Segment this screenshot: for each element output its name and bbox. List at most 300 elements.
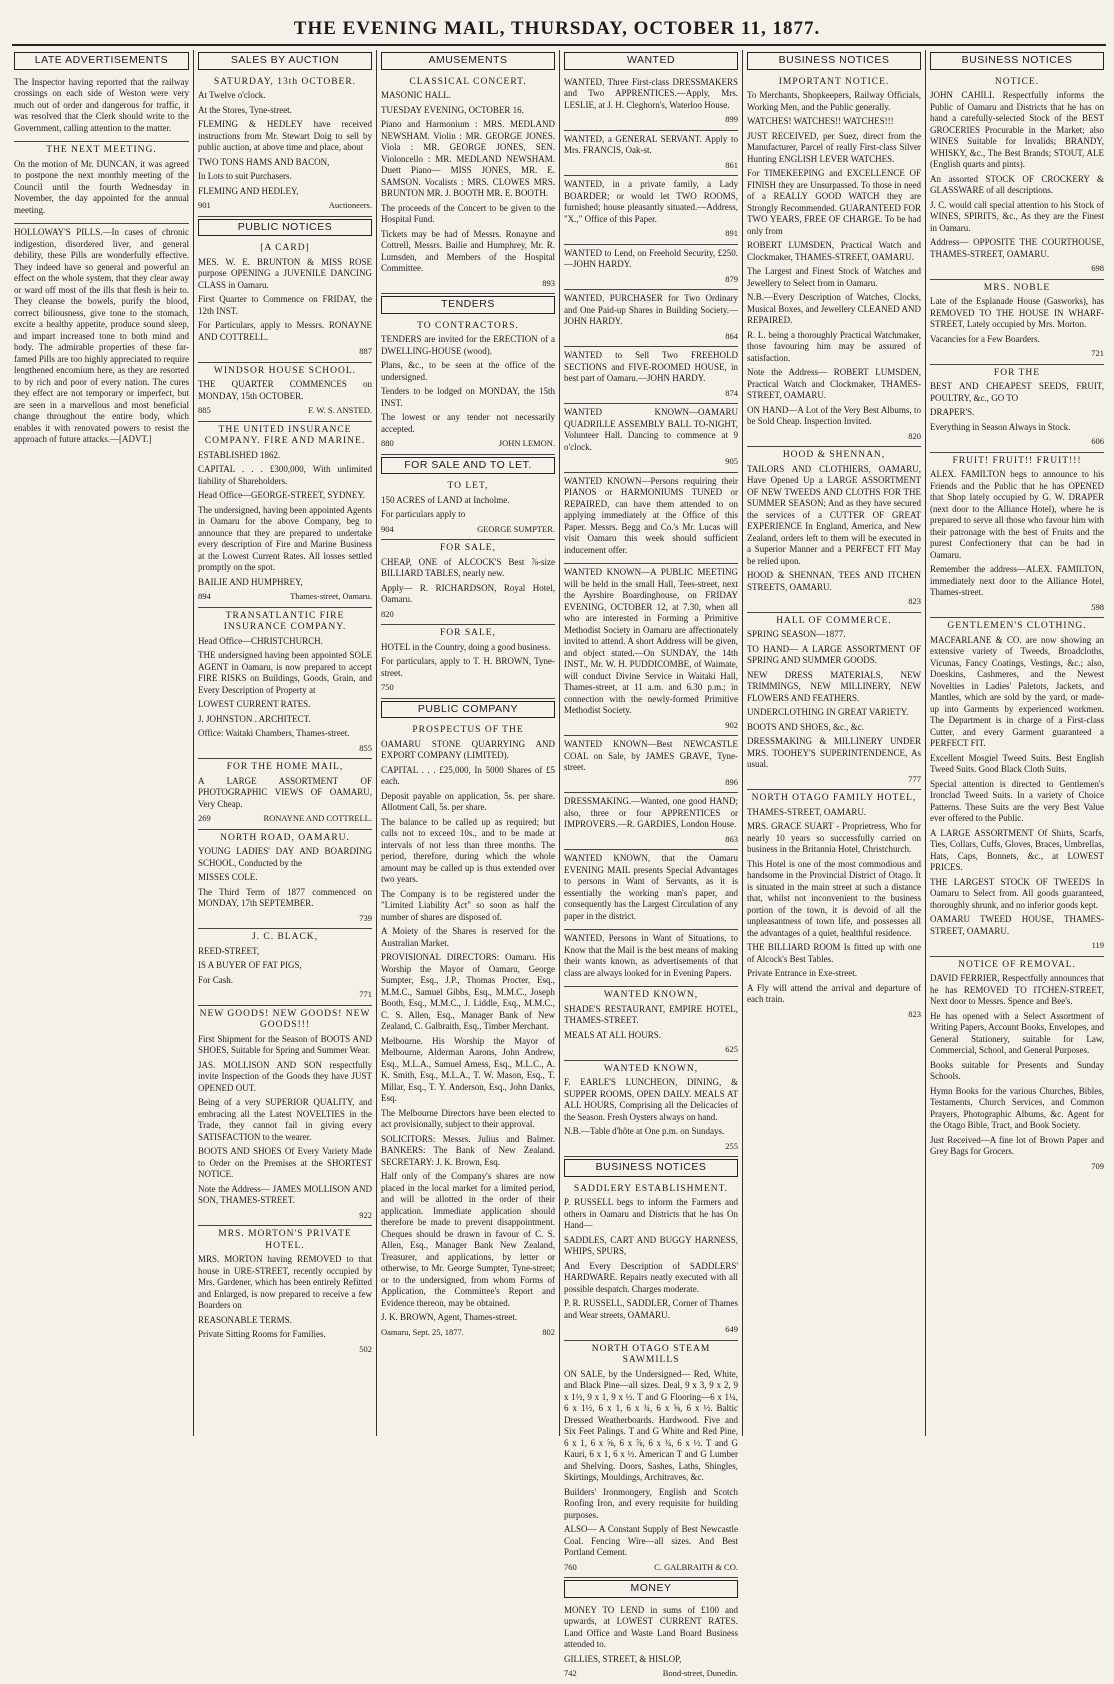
ad-paragraph: REASONABLE TERMS. — [198, 1314, 292, 1325]
ad-footer — [564, 720, 738, 732]
ad-body — [198, 636, 372, 740]
ad-heading: SATURDAY, 13th OCTOBER. — [213, 76, 357, 87]
ad-paragraph: Tickets may be had of Messrs. Ronayne and Cottrell, Messrs. Bailie and Humphrey, Mr. R. Lumsden, and Members of the Hospital Committee. — [381, 228, 555, 273]
ad-footer — [564, 114, 738, 126]
ad-footer-signature: 739 — [359, 912, 372, 923]
ad-paragraph: UNDERCLOTHING IN GREAT VARIETY. — [747, 707, 909, 717]
ad-footer — [747, 1009, 921, 1021]
ad-body — [930, 469, 1104, 599]
ad-body — [381, 642, 555, 680]
advertisement — [198, 929, 372, 1006]
ad-footer-signature: 771 — [359, 989, 372, 999]
ad-paragraph: MES. W. E. BRUNTON & MISS ROSE purpose OPENING a JUVENILE DANCING CLASS in Oamaru. — [198, 256, 372, 290]
ad-paragraph: Private Sitting Rooms for Families. — [198, 1329, 326, 1339]
ad-footer — [564, 274, 738, 286]
ad-paragraph: DRAPER'S. — [930, 407, 975, 417]
ad-paragraph: The Melbourne Directors have been elected to act provisionally, subject to their approval. — [381, 1107, 555, 1129]
ad-heading: MRS. NOBLE — [983, 282, 1051, 293]
column-4 — [559, 50, 742, 1678]
ad-body — [930, 90, 1104, 260]
ad-paragraph: WANTED, a GENERAL SERVANT. Apply to Mrs. FRANCIS, Oak-st. — [564, 133, 738, 155]
ad-footer — [930, 263, 1104, 275]
ad-body — [198, 946, 372, 987]
ad-paragraph: Half only of the Company's shares are now placed in the local market for a limited period, and will be allotted in the order of their application. Immediate application should therefore be made to prevent disappointment. Cheques should be drawn in favour of C. S. Allen, Esq., Manager Bank New Zealand, Treasurer, and applications, by letter or otherwise, to Mr. George Sumpter, Tyne-street; or to the undersigned, from whom Forms of Application, the Committee's Report and Evidence thereon, may be obtained. — [381, 1171, 555, 1308]
ad-heading: WANTED KNOWN, — [603, 990, 699, 1000]
ad-paragraph: To Merchants, Shopkeepers, Railway Officials, Working Men, and the Public generally. — [747, 90, 921, 112]
ad-paragraph: OAMARU TWEED HOUSE, THAMES-STREET, OAMARU. — [930, 914, 1104, 936]
ad-footer — [930, 1161, 1104, 1173]
ad-paragraph: For Particulars, apply to Messrs. RONAYNE AND COTTRELL. — [198, 320, 372, 342]
ad-body — [198, 1254, 372, 1341]
ad-body — [564, 1197, 738, 1321]
ad-body — [198, 257, 372, 344]
ad-heading: HALL OF COMMERCE. — [776, 615, 892, 626]
ad-footer — [564, 1324, 738, 1336]
advertisement — [198, 422, 372, 608]
ad-footer — [381, 438, 555, 450]
advertisement — [381, 318, 555, 455]
ad-footer — [564, 388, 738, 400]
ad-paragraph: CAPITAL . . . £25,000, In 5000 Shares of £5 each. — [381, 764, 555, 786]
ad-paragraph: The Inspector having reported that the railway crossings on each side of Weston were very much out of order and dangerous for traffic, it was resolved that the Clerk should write to the Government, calling attention to the matter. — [14, 76, 189, 133]
ad-body — [564, 567, 738, 717]
ad-paragraph: BEST AND CHEAPEST SEEDS, FRUIT, POULTRY, &c., GO TO — [930, 381, 1104, 403]
ad-paragraph: ALEX. FAMILTON begs to announce to his Friends and the Public that he has OPENED that Shop lately occupied by G. W. DRAPER (next door to the Alliance Hotel), where he is prepared to serve all those who favour him with their patronage with the best of Fruits and the purest Confectionery that can be had in Oamaru. — [930, 469, 1104, 560]
column-3 — [376, 50, 559, 1436]
ad-footer — [381, 609, 555, 621]
ad-footer-signature: F. W. S. ANSTED. — [308, 405, 372, 415]
ad-body — [930, 973, 1104, 1158]
ad-paragraph: Late of the Esplanade House (Gasworks), has REMOVED TO THE HOUSE IN WHARF-STREET, Lately occupied by Mrs. Morton. — [930, 296, 1104, 329]
ad-body — [381, 334, 555, 435]
section-heading: WANTED — [564, 52, 738, 70]
ad-footer — [564, 777, 738, 789]
advertisement — [14, 142, 189, 224]
ad-footer — [198, 743, 372, 755]
ad-paragraph: P. RUSSELL begs to inform the Farmers and others in Oamaru and Districts that he has On Hand— — [564, 1197, 738, 1230]
ad-paragraph: LOWEST CURRENT RATES. — [198, 699, 311, 709]
ad-footer-signature: Thames-street, Oamaru. — [290, 591, 372, 601]
ad-heading: WANTED KNOWN, — [603, 1063, 699, 1074]
ad-paragraph: A Fly will attend the arrival and departure of each train. — [747, 982, 921, 1004]
ad-paragraph: ROBERT LUMSDEN, Practical Watch and Clockmaker, THAMES-STREET, OAMARU. — [747, 240, 921, 262]
ad-paragraph: Vacancies for a Few Boarders. — [930, 333, 1040, 344]
ad-footer — [564, 834, 738, 846]
column-6 — [925, 50, 1108, 1436]
ad-footer — [564, 456, 738, 468]
ad-paragraph: Address— OPPOSITE THE COURTHOUSE, THAMES-STREET, OAMARU. — [930, 237, 1104, 259]
ad-paragraph: TO HAND— A LARGE ASSORTMENT OF SPRING AND SUMMER GOODS. — [747, 643, 921, 665]
ad-heading: NOTICE. — [994, 76, 1040, 87]
ad-paragraph: Everything in Season Always in Stock. — [930, 421, 1071, 432]
ad-paragraph: First Quarter to Commence on FRIDAY, the 12th INST. — [198, 294, 372, 316]
ad-paragraph: Private Entrance in Exe-street. — [747, 968, 857, 978]
ad-paragraph: A LARGE ASSORTMENT OF PHOTOGRAPHIC VIEWS OF OAMARU, Very Cheap. — [198, 775, 372, 809]
ad-body — [198, 776, 372, 811]
advertisement — [930, 618, 1104, 957]
ad-paragraph: PROVISIONAL DIRECTORS: Oamaru. His Worship the Mayor of Oamaru, George Sumpter, Esq., J.P., Thomas Procter, Esq., M.M.C., Samuel Gibbs, Esq., M.M.C., Joseph Booth, Esq., M.M.C., J. Liddle, Esq., M.M.C., C. S. Allen, Esq., Manager Bank of New Zealand, C. Galbraith, Esq., Timber Merchant. — [381, 952, 555, 1031]
ad-paragraph: For particulars apply to — [381, 509, 466, 519]
ad-footer — [747, 596, 921, 608]
advertisement — [381, 625, 555, 699]
section-heading: PUBLIC NOTICES — [198, 219, 372, 237]
ad-body — [564, 796, 738, 831]
ad-paragraph: REED-STREET, — [198, 945, 260, 956]
ad-paragraph: IS A BUYER OF FAT PIGS, — [198, 960, 302, 970]
advertisement — [564, 176, 738, 245]
ad-paragraph: WANTED KNOWN—OAMARU QUADRILLE ASSEMBLY BALL TO-NIGHT, Volunteer Hall. Dancing to commence at 9 o'clock. — [564, 407, 738, 452]
ad-paragraph: ESTABLISHED 1862. — [198, 449, 281, 460]
ad-footer-signature: 874 — [725, 387, 738, 398]
ad-paragraph: Note the Address— JAMES MOLLISON AND SON, THAMES-STREET. — [198, 1183, 372, 1205]
advertisement — [564, 347, 738, 404]
ad-body — [564, 1369, 738, 1559]
ad-paragraph: Just Received—A fine lot of Brown Paper and Grey Bags for Grocers. — [930, 1134, 1104, 1156]
ad-paragraph: WANTED, in a private family, a Lady BOARDER; or would let TWO ROOMS, furnished; house pleasantly situated.—Address, "X.," Office of this Paper. — [564, 179, 738, 224]
ad-paragraph: The proceeds of the Concert to be given to the Hospital Fund. — [381, 202, 555, 224]
ad-paragraph: Plans, &c., to be seen at the office of the undersigned. — [381, 360, 555, 382]
advertisement — [198, 830, 372, 930]
advertisement — [381, 74, 555, 295]
ad-paragraph: NEW DRESS MATERIALS, NEW TRIMMINGS, NEW MILLINERY, NEW FLOWERS AND FEATHERS. — [747, 669, 921, 703]
ad-footer — [564, 1141, 738, 1153]
ad-footer-signature: 896 — [725, 776, 738, 787]
ad-body — [198, 1034, 372, 1207]
ad-paragraph: Builders' Ironmongery, English and Scotch Roofing Iron, and every requisite for building purposes. — [564, 1486, 738, 1520]
ad-paragraph: He has opened with a Select Assortment of Writing Papers, Account Books, Envelopes, and General Stationery, suitable for Law, Commercial, School, and General Purposes. — [930, 1010, 1104, 1055]
ad-footer-ref: 894 — [198, 591, 211, 601]
ad-footer — [747, 774, 921, 786]
ad-paragraph: Head Office—GEORGE-STREET, SYDNEY. — [198, 490, 365, 500]
section-heading: LATE ADVERTISEMENTS — [14, 52, 189, 70]
ad-paragraph: HOLLOWAY'S PILLS.—In cases of chronic indigestion, disordered liver, and general debility, these Pills are wonderfully effective. They indeed have so general and powerful an effect on the whole system, that they clear away or ward off most of the ills that flesh is heir to. They cleanse the bowels, purify the blood, correct biliousness, give tone to the stomach, excite a healthy appetite, produce sound sleep, and impart increased tone to both mind and body. The admirable properties of these far-famed Pills are too highly appreciated to require lengthened encomium here, as they are resorted to by rich and poor of every nation. The cures they effect are not temporary or imperfect, but are seen in a marvellous and most beneficial change throughout the entire body, which enables it with renovated powers to resist the approach of future attacks.—[ADVT.] — [14, 227, 189, 444]
ad-footer-signature: JOHN LEMON. — [498, 438, 555, 448]
ad-heading: FOR THE HOME MAIL, — [226, 762, 344, 772]
ad-footer-ref: 760 — [564, 1561, 577, 1572]
ad-paragraph: OAMARU STONE QUARRYING AND EXPORT COMPANY (LIMITED). — [381, 738, 555, 760]
ad-footer — [381, 278, 555, 290]
ad-body — [564, 293, 738, 328]
ad-heading: [A CARD] — [260, 243, 310, 253]
ad-footer — [198, 813, 372, 825]
ad-footer-signature: 119 — [1091, 940, 1104, 950]
advertisement — [564, 131, 738, 177]
ad-heading: NORTH OTAGO STEAM SAWMILLS — [591, 1343, 711, 1365]
ad-footer — [198, 200, 372, 212]
ad-paragraph: WATCHES! WATCHES!! WATCHES!!! — [747, 116, 894, 126]
advertisement — [564, 930, 738, 987]
ad-paragraph: J. JOHNSTON . ARCHITECT. — [198, 713, 311, 724]
ad-heading: J. C. BLACK, — [251, 932, 319, 942]
ad-paragraph: DRESSMAKING & MILLINERY UNDER MRS. TOOHEY'S SUPERINTENDENCE, As usual. — [747, 736, 921, 769]
advertisement — [564, 74, 738, 131]
ad-footer-signature: C. GALBRAITH & CO. — [654, 1561, 738, 1572]
ad-paragraph: ALSO— A Constant Supply of Best Newcastle Coal. Fencing Wire—all sizes. And Best Portland Cement. — [564, 1524, 738, 1557]
ad-footer-signature: 802 — [542, 1326, 555, 1337]
ad-footer — [564, 1562, 738, 1574]
ad-footer-signature: 502 — [359, 1343, 372, 1354]
section-heading: PUBLIC COMPANY — [381, 701, 555, 719]
advertisement — [747, 613, 921, 791]
ad-paragraph: JOHN CAHILL Respectfully informs the Public of Oamaru and Districts that he has on hand a carefully-selected Stock of the BEST GROCERIES Procurable in the Market; also WINES Suitable for Invalids; BRANDY, WHISKY, &c., The Best Brands; STOUT, ALE (English quarts and pints). — [930, 90, 1104, 169]
ad-paragraph: SOLICITORS: Messrs. Julius and Balmer. BANKERS: The Bank of New Zealand. SECRETARY: J. K. Brown, Esq. — [381, 1133, 555, 1167]
ad-paragraph: TENDERS are invited for the ERECTION of a DWELLING-HOUSE (wood). — [381, 334, 555, 356]
advertisement — [564, 793, 738, 850]
ad-paragraph: YOUNG LADIES' DAY AND BOARDING SCHOOL, Conducted by the — [198, 846, 372, 868]
ad-paragraph: The undersigned, having been appointed Agents in Oamaru for the above Company, beg to announce that they are prepared to undertake every description of Fire and Marine Business at the Lowest Current Rates. All losses settled promptly on the spot. — [198, 504, 372, 572]
ad-paragraph: DAVID FERRIER, Respectfully announces that he has REMOVED TO ITCHEN-STREET, Next door to Messrs. Spence and Bee's. — [930, 973, 1104, 1006]
ad-paragraph: First Shipment for the Season of BOOTS AND SHOES, Suitable for Spring and Summer Wear. — [198, 1033, 372, 1055]
ad-footer-signature: 879 — [725, 273, 738, 284]
ad-body — [198, 846, 372, 910]
ad-footer-signature: 855 — [359, 742, 372, 753]
section-heading: SALES BY AUCTION — [198, 52, 372, 70]
ad-paragraph: BOOTS AND SHOES Of Every Variety Made to Order on the Premises at the SHORTEST NOTICE. — [198, 1146, 372, 1179]
ad-paragraph: MEALS AT ALL HOURS. — [564, 1029, 662, 1040]
advertisement — [564, 1341, 738, 1579]
ad-paragraph: A Moiety of the Shares is reserved for the Australian Market. — [381, 926, 555, 948]
ad-footer-ref: 750 — [381, 682, 394, 692]
ad-heading: MRS. MORTON'S PRIVATE HOTEL. — [218, 1229, 352, 1251]
ad-paragraph: TAILORS AND CLOTHIERS, OAMARU, Have Opened Up a LARGE ASSORTMENT OF NEW TWEEDS AND CLOTHS FOR THE SUMMER SEASON; And as they have secured the services of a CUTTER OF GREAT EXPERIENCE In England, America, and New Zealand, orders left to them will be executed in a Superior Manner and a PERFECT FIT May be relied upon. — [747, 463, 921, 566]
ad-paragraph: ON SALE, by the Undersigned— Red, White, and Black Pine—all sizes. Deal, 9 x 3, 9 x 2, 9 x 1½, 9 x 1, 9 x ½. T and G Flooring—6 x 1¼, 6 x 1½, 6 x 1, 6 x ¾, 6 x ⅝, 6 x ½. Baltic Dressed Weatherboards. Hardwood. Five and Six Feet Palings. T and G White and Red Pine, 6 x 1, 6 x ⅝, 6 x ⅞, 6 x ¾, 6 x ½. T and G Kauri, 6 x 1, 6 x ½. American T and G Lumber and Shelving. Doors, Sashes, Laths, Shingles, Skirtings, Mouldings, Architraves, &c. — [564, 1368, 738, 1482]
ad-paragraph: WANTED to Lend, on Freehold Security, £250.—JOHN HARDY. — [564, 247, 738, 269]
advertisement — [14, 74, 189, 143]
advertisement — [381, 478, 555, 540]
ad-footer — [381, 1327, 555, 1339]
ad-body — [198, 450, 372, 589]
ad-paragraph: BAILIE AND HUMPHREY, — [198, 576, 303, 587]
ad-paragraph: N.B.—Every Description of Watches, Clocks, Musical Boxes, and Jewellery CLEANED AND REPAIRED. — [747, 292, 921, 325]
ad-footer — [198, 1210, 372, 1222]
ad-footer — [564, 228, 738, 240]
ad-footer — [198, 346, 372, 358]
ad-footer — [564, 1668, 738, 1680]
ad-body — [564, 933, 738, 979]
ad-body — [564, 248, 738, 271]
advertisement — [381, 540, 555, 625]
ad-paragraph: SHADE'S RESTAURANT, EMPIRE HOTEL, THAMES-STREET. — [564, 1003, 738, 1025]
ad-body — [14, 77, 189, 135]
ad-paragraph: The balance to be called up as required; but calls not to exceed 10s., and to be made at intervals of not less than three months. The period, therefore, during which the whole amount may be called up is thus extended over two years. — [381, 816, 555, 884]
ad-paragraph: Special attention is directed to Gentlemen's Ironclad Tweed Suits. In a variety of Choice Patterns. These Suits are the very Best Value ever offered to the Public. — [930, 778, 1104, 823]
ad-footer-ref: 880 — [381, 438, 394, 448]
advertisement — [747, 447, 921, 613]
ad-body — [930, 635, 1104, 938]
ad-footer — [930, 436, 1104, 448]
ad-paragraph: WANTED KNOWN—Best NEWCASTLE COAL on Sale, by JAMES GRAVE, Tyne-street. — [564, 739, 738, 772]
ad-footer-ref: 904 — [381, 523, 394, 534]
ad-footer-signature: 891 — [725, 228, 738, 238]
column-2 — [193, 50, 376, 1436]
ad-body — [564, 134, 738, 157]
ad-footer — [381, 524, 555, 536]
ad-body — [564, 1077, 738, 1138]
ad-paragraph: TUESDAY EVENING, OCTOBER 16. — [381, 104, 524, 115]
ad-heading: CLASSICAL CONCERT. — [409, 76, 527, 87]
advertisement — [564, 245, 738, 291]
advertisement — [198, 363, 372, 422]
advertisement — [930, 365, 1104, 453]
ad-paragraph: SPRING SEASON—1877. — [747, 629, 846, 639]
ad-paragraph: Tenders to be lodged on MONDAY, the 15th INST. — [381, 386, 555, 408]
ad-paragraph: A LARGE ASSORTMENT Of Shirts, Scarfs, Ties, Collars, Cuffs, Gloves, Braces, Umbrellas, Hats, Caps, Bonnets, &c., at LOWEST PRICES. — [930, 827, 1104, 872]
advertisement — [198, 240, 372, 363]
ad-heading: TRANSATLANTIC FIRE INSURANCE COMPANY. — [223, 610, 347, 632]
ad-body — [381, 90, 555, 275]
advertisement — [564, 473, 738, 565]
ad-body — [564, 1004, 738, 1042]
advertisement — [747, 74, 921, 448]
ad-paragraph: MACFARLANE & CO. are now showing an extensive variety of Tweeds, Broadcloths, Vicunas, Fancy Coatings, Vestings, &c.; also, Doeskins, Cashmeres, and the Newest Novelties in Ladies' Paletots, Jackets, and Mantles, which are sold by the yard, or made-up into Garments by experienced workmen. The Department is in charge of a First-class Cutter, and every Garment guaranteed a PERFECT FIT. — [930, 634, 1104, 748]
ad-footer-signature: 902 — [725, 719, 738, 730]
ad-paragraph: 150 ACRES of LAND at Incholme. — [381, 494, 510, 505]
ad-footer-signature: 899 — [725, 114, 738, 124]
newspaper-title: THE EVENING MAIL, THURSDAY, OCTOBER 11, 1877. — [293, 18, 821, 39]
ad-body — [930, 381, 1104, 433]
ad-paragraph: R. L. being a thoroughly Practical Watchmaker, those favouring him may be assured of satisfaction. — [747, 329, 921, 363]
advertisement — [564, 1602, 738, 1684]
section-heading: BUSINESS NOTICES — [564, 1159, 738, 1177]
ad-footer — [198, 405, 372, 417]
ad-footer — [381, 682, 555, 694]
ad-paragraph: WANTED KNOWN—Persons requiring their PIANOS or HARMONIUMS TUNED or REPAIRED, can have them attended to on applying immediately at the Office of this Paper. Messrs. Begg and Co.'s Mr. Lucas will visit Oamaru this week should sufficient inducement offer. — [564, 475, 738, 555]
ad-paragraph: N.B.—Table d'hôte at One p.m. on Sundays. — [564, 1126, 725, 1136]
ad-paragraph: Head Office—CHRISTCHURCH. — [198, 635, 323, 646]
ad-paragraph: Being of a very SUPERIOR QUALITY, and embracing all the Latest NOVELTIES in the Trade, they cannot fail in giving every SATISFACTION to the wearer. — [198, 1097, 372, 1142]
ad-footer — [564, 160, 738, 172]
ad-body — [381, 557, 555, 606]
ad-heading: FOR SALE, — [440, 543, 496, 553]
ad-paragraph: On the motion of Mr. DUNCAN, it was agreed to postpone the next monthly meeting of the Council until the fourth Wednesday in November, the day appointed for the annual meeting. — [14, 158, 189, 215]
ad-body — [564, 350, 738, 385]
advertisement — [930, 957, 1104, 1177]
ad-paragraph: GILLIES, STREET, & HISLOP, — [564, 1653, 682, 1664]
ad-paragraph: The lowest or any tender not necessarily accepted. — [381, 412, 555, 434]
advertisement — [564, 987, 738, 1061]
ad-footer-ref: 820 — [381, 608, 394, 619]
ad-paragraph: JAS. MOLLISON AND SON respectfully invite Inspection of the Goods they have JUST OPENED OUT. — [198, 1059, 372, 1093]
ad-paragraph: At the Stores, Tyne-street. — [198, 104, 292, 115]
advertisement — [198, 759, 372, 830]
masthead — [0, 0, 1114, 46]
ad-paragraph: At Twelve o'clock. — [198, 90, 266, 100]
ad-footer — [564, 1044, 738, 1056]
ad-footer — [198, 591, 372, 603]
ad-paragraph: MASONIC HALL. — [381, 90, 452, 100]
ad-footer — [198, 913, 372, 925]
ad-paragraph: FLEMING & HEDLEY have received instructions from Mr. Stewart Doig to sell by public auction, at above time and place, about — [198, 119, 372, 152]
ad-footer-signature: 922 — [359, 1209, 372, 1220]
ad-paragraph: Excellent Mosgiel Tweed Suits. Best English Tweed Suits. Good Black Cloth Suits. — [930, 752, 1104, 774]
ad-paragraph: THAMES-STREET, OAMARU. — [747, 806, 867, 817]
ad-footer-signature: 698 — [1091, 263, 1104, 273]
newspaper-columns — [10, 50, 1108, 1678]
ad-footer-signature: 606 — [1091, 436, 1104, 446]
ad-body — [564, 179, 738, 225]
ad-footer-signature: 820 — [908, 430, 921, 441]
ad-footer-signature: Bond-street, Dunedin. — [662, 1668, 738, 1678]
ad-body — [930, 296, 1104, 345]
advertisement — [381, 722, 555, 1342]
ad-footer-signature: 598 — [1091, 601, 1104, 612]
ad-footer — [747, 431, 921, 443]
ad-body — [564, 476, 738, 557]
ad-footer-signature: 709 — [1091, 1160, 1104, 1171]
ad-paragraph: ON HAND—A Lot of the Very Best Albums, to be Sold Cheap. Inspection Invited. — [747, 404, 921, 426]
ad-paragraph: DRESSMAKING.—Wanted, one good HAND; also, three or four APPRENTICES or IMPROVERS.—R. GARDIES, London House. — [564, 796, 738, 829]
column-5 — [742, 50, 925, 1436]
ad-footer-ref: 901 — [198, 200, 211, 210]
ad-paragraph: THE undersigned having been appointed SOLE AGENT in Oamaru, is now prepared to accept FIRE RISKS on Buildings, Goods, Grain, and Every Description of Property at — [198, 650, 372, 695]
ad-paragraph: Deposit payable on application, 5s. per share. Allotment Call, 5s. per share. — [381, 790, 555, 812]
ad-footer — [198, 1344, 372, 1356]
ad-paragraph: This Hotel is one of the most commodious and handsome in the Provincial District of Otago. It is situated in the main street at such a distance that, whilst not inconvenient to the business portion of the town, it is devoid of all the unpleasantness of town life, and possesses all the advantages of a quiet, healthful residence. — [747, 858, 921, 938]
ad-paragraph: And Every Description of SADDLERS' HARDWARE. Repairs neatly executed with all possible despatch. Charges moderate. — [564, 1260, 738, 1294]
ad-paragraph: SADDLES, CART AND BUGGY HARNESS, WHIPS, SPURS, — [564, 1234, 738, 1256]
ad-paragraph: The Largest and Finest Stock of Watches and Jewellery to Select from in Oamaru. — [747, 266, 921, 288]
ad-body — [564, 853, 738, 922]
section-heading: AMUSEMENTS — [381, 52, 555, 70]
ad-paragraph: JUST RECEIVED, per Suez, direct from the Manufacturer, Parcel of really First-class Silver Hunting ENGLISH LEVER WATCHES. — [747, 130, 921, 164]
ad-heading: FOR SALE, — [440, 628, 496, 638]
advertisement — [198, 1006, 372, 1227]
ad-heading: SADDLERY ESTABLISHMENT. — [573, 1183, 729, 1194]
ad-paragraph: Office: Waitaki Chambers, Thames-street. — [198, 728, 350, 738]
ad-paragraph: THE BILLIARD ROOM Is fitted up with one of Alcock's Best Tables. — [747, 942, 921, 964]
ad-heading: WINDSOR HOUSE SCHOOL. — [213, 365, 357, 376]
ad-paragraph: For Cash. — [198, 974, 234, 985]
ad-footer-signature: GEORGE SUMPTER. — [477, 523, 555, 534]
advertisement — [564, 290, 738, 347]
ad-footer — [930, 602, 1104, 614]
ad-paragraph: MISSES COLE. — [198, 872, 258, 882]
ad-body — [198, 90, 372, 197]
ad-paragraph: J. K. BROWN, Agent, Thames-street. — [381, 1312, 518, 1322]
ad-paragraph: WANTED to Sell Two FREEHOLD SECTIONS and FIVE-ROOMED HOUSE, in best part of Oamaru.—JOHN HARDY. — [564, 350, 738, 383]
ad-paragraph: The Third Term of 1877 commenced on MONDAY, 17th SEPTEMBER. — [198, 886, 372, 908]
ad-paragraph: CHEAP, ONE of ALCOCK'S Best ⅞-size BILLIARD TABLES, nearly new. — [381, 556, 555, 578]
ad-paragraph: P. R. RUSSELL, SADDLER, Corner of Thames and Wear streets, OAMARU. — [564, 1298, 738, 1320]
ad-footer-signature: 823 — [908, 1008, 921, 1019]
ad-body — [564, 407, 738, 453]
section-heading: BUSINESS NOTICES — [930, 52, 1104, 70]
ad-footer-ref: 742 — [564, 1668, 577, 1678]
ad-body — [198, 379, 372, 402]
ad-footer-signature: 255 — [725, 1140, 738, 1151]
ad-footer-signature: 905 — [725, 456, 738, 466]
advertisement — [747, 790, 921, 1024]
ad-paragraph: Apply— R. RICHARDSON, Royal Hotel, Oamaru. — [381, 582, 555, 604]
ad-footer-signature: 887 — [359, 346, 372, 356]
ad-paragraph: FLEMING AND HEDLEY, — [198, 185, 299, 196]
ad-body — [747, 90, 921, 428]
ad-paragraph: THE LARGEST STOCK OF TWEEDS In Oamaru to Select from. All goods guaranteed, thoroughly shrunk, and no inferior goods kept. — [930, 876, 1104, 910]
ad-body — [14, 227, 189, 446]
ad-footer-signature: 893 — [542, 277, 555, 288]
ad-paragraph: TWO TONS HAMS AND BACON, — [198, 156, 330, 167]
ad-paragraph: Books suitable for Presents and Sunday Schools. — [930, 1059, 1104, 1081]
section-heading: FOR SALE AND TO LET. — [381, 457, 555, 475]
section-heading: BUSINESS NOTICES — [747, 52, 921, 70]
ad-heading: THE UNITED INSURANCE COMPANY. FIRE AND MARINE. — [204, 424, 366, 446]
advertisement — [564, 564, 738, 736]
ad-paragraph: BOOTS AND SHOES, &c., &c. — [747, 721, 865, 732]
ad-paragraph: WANTED, PURCHASER for Two Ordinary and One Paid-up Shares in Building Society.—JOHN HARDY. — [564, 293, 738, 326]
ad-paragraph: For particulars, apply to T. H. BROWN, Tyne-street. — [381, 656, 555, 678]
ad-heading: THE NEXT MEETING. — [46, 145, 157, 155]
ad-footer-signature: 864 — [725, 330, 738, 341]
